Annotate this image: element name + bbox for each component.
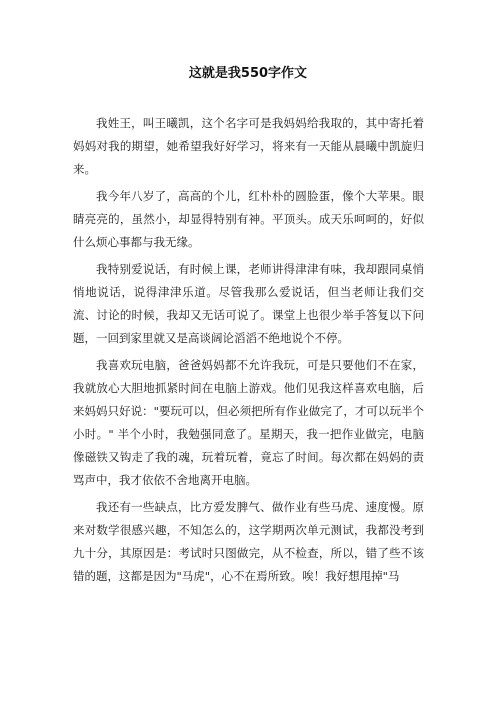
document-title: 这就是我550字作文 <box>188 66 308 81</box>
paragraph-talkative: 我特别爱说话，有时候上课，老师讲得津津有味，我却跟同桌悄悄地说话，说得津津乐道。尽管我那么爱说话，但当老师让我们交流、讨论的时候，我却又无话可说了。课堂上也很少举手答复以下问题，一回到家里就又是高谈阔论滔滔不绝地说个不停。 <box>73 262 424 345</box>
paragraph-name-origin: 我姓王，叫王曦凯，这个名字可是我妈妈给我取的，其中寄托着妈妈对我的期望，她希望我好好学习，将来有一天能从晨曦中凯旋归来。 <box>73 116 424 176</box>
paragraph-computer: 我喜欢玩电脑，爸爸妈妈都不允许我玩，可是只要他们不在家，我就放心大胆地抓紧时间在电脑上游戏。他们见我这样喜欢电脑，后来妈妈只好说："要玩可以，但必须把所有作业做完了，才可以玩半个小时。" 半个小时，我勉强同意了。星期天，我一把作业做完，电脑像磁铁又钩走了我的魂，玩着玩着，竟忘了时间。每次都在妈妈的责骂声中，我才依依不舍地离开电脑。 <box>73 358 424 487</box>
paragraph-appearance: 我今年八岁了，高高的个儿，红朴朴的圆脸蛋，像个大苹果。眼睛亮亮的，虽然小，却显得特别有神。平顶头。成天乐呵呵的，好似什么烦心事都与我无缘。 <box>73 189 424 249</box>
document-body <box>73 112 424 592</box>
paragraph-shortcomings: 我还有一些缺点，比方爱发脾气、做作业有些马虎、速度慢。原来对数学很感兴趣，不知怎么的，这学期两次单元测试，我都没考到九十分，其原因是：考试时只图做完，从不检查，所以，错了些不该错的题，这都是因为"马虎"，心不在焉所致。唉！我好想甩掉"马 <box>73 500 424 583</box>
